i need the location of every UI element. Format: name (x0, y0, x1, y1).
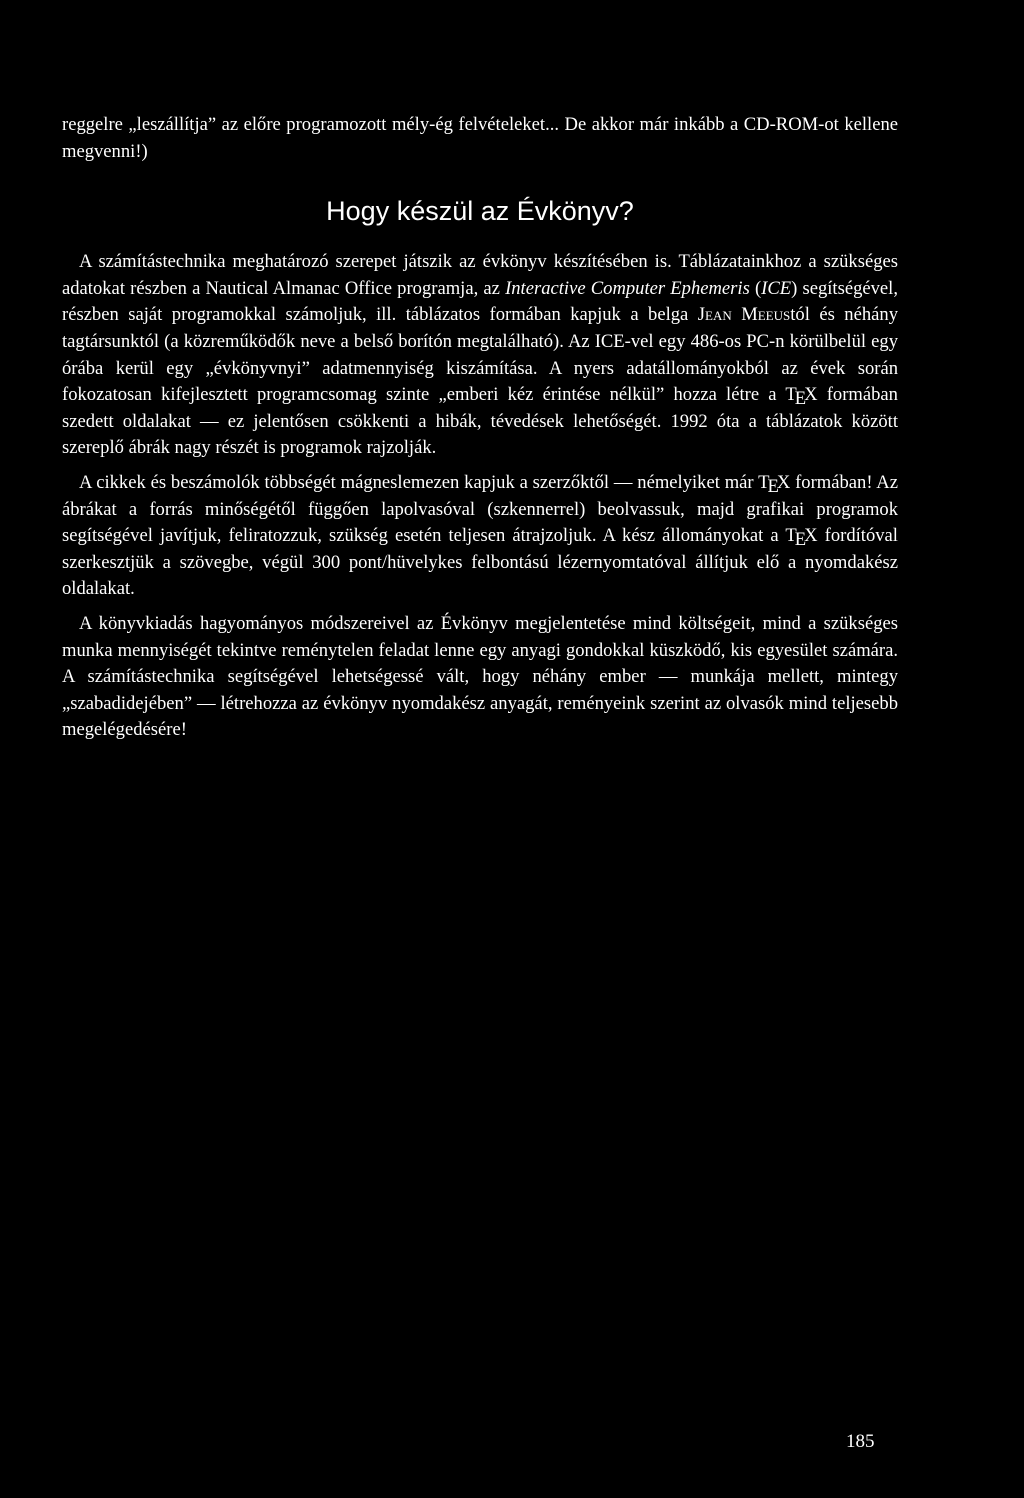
paragraph-1 (62, 249, 898, 462)
section-heading: Hogy készül az Évkönyv? (326, 196, 634, 227)
tex-logo-x: X (804, 384, 818, 406)
paragraph-2-text-b: formában! Az ábrákat a forrás minőségétől függően lapolvasóval (szkennerrel) beolvassuk, majd grafikai programok segítségével javítjuk, feliratozzuk, szükség esetén teljesen átrajzoljuk. A kész állományokat a (62, 471, 898, 547)
tex-logo-e: E (767, 475, 779, 497)
paragraph-3: A könyvkiadás hagyományos módszereivel az Évkönyv megjelentetése mind költségeit, mind a szükséges munka mennyiségét tekintve reménytelen feladat lenne egy anyagi gondokkal küszködő, kis egyesület számára. A számítástechnika segítségével lehetségessé vált, hogy néhány ember — munkája mellett, mintegy „szabadidejében” — létrehozza az évkönyv nyomdakész anyagát, reményeink szerint az olvasók mind teljesebb megelégedésére! (62, 612, 898, 741)
intro-paragraph: reggelre „leszállítja” az előre programozott mély-ég felvételeket... De akkor már inkább a CD-ROM-ot kellene megvenni!) (62, 114, 898, 162)
tex-logo (785, 525, 818, 551)
page-body (62, 112, 898, 744)
paragraph-1-text-d: tól és néhány tagtársunktól (a közreműködők neve a belső borítón megtalálható). Az ICE-vel egy 486-os PC-n körülbelül egy órába kerül egy „évkönyvnyi” adatmennyiség kiszámítása. A nyers adatállományokból az évek során fokozatosan kifejlesztett programcsomag szinte „emberi kéz érintése nélkül” hozza létre a (62, 304, 898, 406)
tex-logo-t: T (758, 471, 770, 493)
person-name: Jean Meeus (697, 304, 791, 326)
paragraph-1-text-c: ) segítségével, részben saját programokkal számoljuk, ill. táblázatos formában kapjuk a belga (62, 277, 898, 326)
program-abbreviation: ICE (761, 277, 792, 299)
tex-logo (785, 384, 818, 410)
paragraph-1-text-e: formában szedett oldalakat — ez jelentősen csökkenti a hibák, tévedések lehetőségét. 1992 óta a táblázatok között szereplő ábrák nagy részét is programok rajzolják. (62, 384, 898, 459)
paragraph-2-text-a: A cikkek és beszámolók többségét mágneslemezen kapjuk a szerzőktől — némelyiket már (79, 471, 759, 493)
paragraph-2 (62, 470, 898, 603)
tex-logo-e: E (794, 388, 807, 410)
tex-logo-e: E (794, 529, 807, 551)
tex-logo-t: T (785, 384, 797, 406)
page-number: 185 (846, 1431, 875, 1452)
tex-logo-t: T (785, 525, 797, 547)
paragraph-1-text-b: ( (749, 277, 762, 299)
paragraph-1-text-a: A számítástechnika meghatározó szerepet játszik az évkönyv készítésében is. Táblázatainkhoz a szükséges adatokat részben a Nautical Almanac Office programja, az (62, 251, 898, 299)
paragraph-2-text-c: fordítóval szerkesztjük a szövegbe, végül 300 pont/hüvelykes felbontású lézernyomtatóval állítjuk elő a nyomdakész oldalakat. (62, 525, 898, 600)
program-name: Interactive Computer Ephemeris (505, 277, 750, 299)
tex-logo-x: X (804, 525, 818, 547)
tex-logo (758, 471, 791, 497)
tex-logo-x: X (776, 471, 791, 493)
